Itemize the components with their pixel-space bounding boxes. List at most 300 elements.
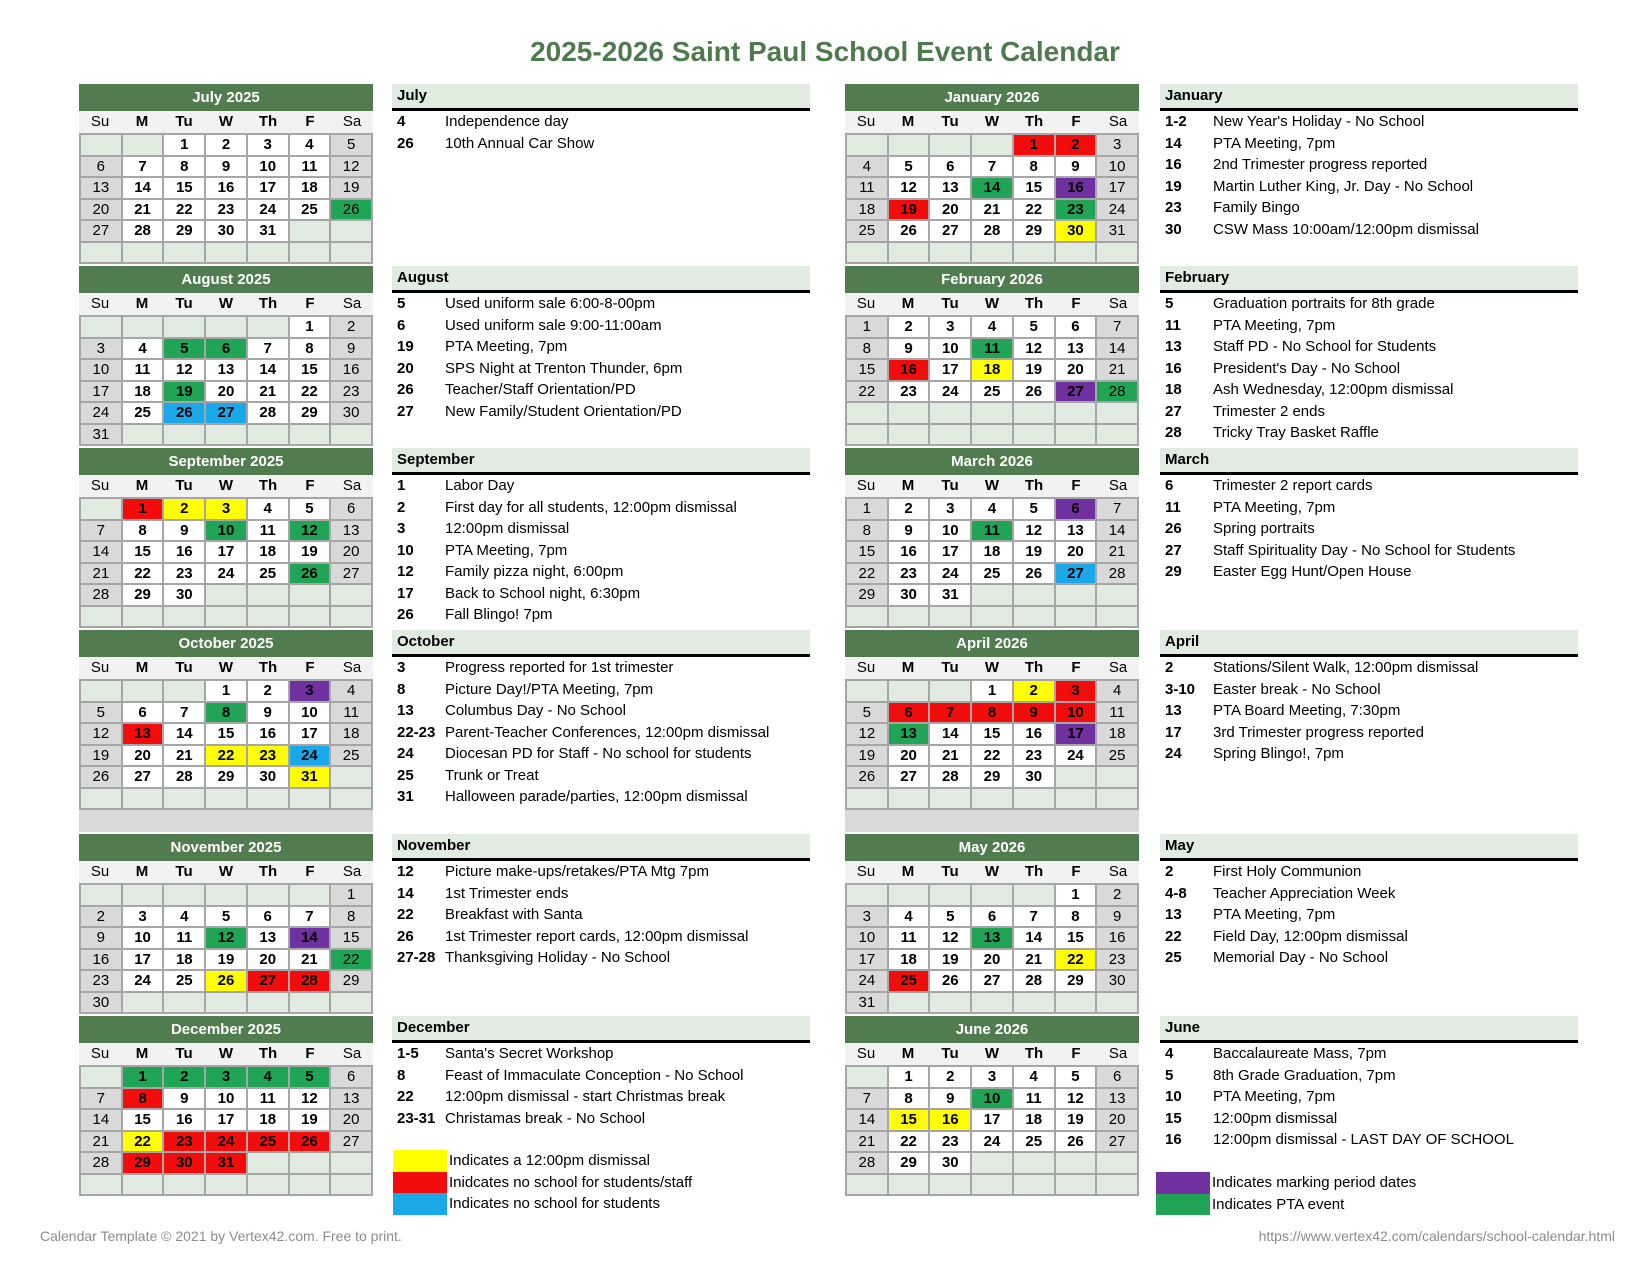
day-cell[interactable]: 15 (164, 178, 204, 198)
day-cell[interactable]: 24 (123, 971, 163, 991)
day-cell-yellow[interactable]: 18 (972, 360, 1012, 380)
day-cell[interactable] (972, 993, 1012, 1013)
day-cell[interactable]: 28 (248, 403, 288, 423)
day-cell[interactable] (1014, 243, 1054, 263)
day-cell[interactable] (1014, 1153, 1054, 1173)
day-cell[interactable]: 25 (972, 382, 1012, 402)
day-cell[interactable]: 2 (331, 317, 371, 337)
day-cell[interactable]: 3 (930, 499, 970, 519)
day-cell[interactable]: 7 (1097, 317, 1137, 337)
day-cell-green[interactable]: 26 (290, 564, 330, 584)
day-cell[interactable]: 3 (847, 907, 887, 927)
day-cell[interactable]: 13 (206, 360, 246, 380)
day-cell[interactable]: 2 (930, 1067, 970, 1087)
day-cell[interactable] (930, 993, 970, 1013)
day-cell-yellow[interactable]: 31 (290, 767, 330, 787)
day-cell[interactable] (164, 317, 204, 337)
day-cell-green[interactable]: 12 (290, 521, 330, 541)
day-cell[interactable]: 17 (290, 724, 330, 744)
day-cell-green[interactable]: 10 (206, 521, 246, 541)
day-cell[interactable]: 2 (889, 317, 929, 337)
day-cell[interactable]: 5 (1056, 1067, 1096, 1087)
day-cell[interactable]: 25 (123, 403, 163, 423)
day-cell[interactable]: 6 (1056, 317, 1096, 337)
day-cell-blue[interactable]: 24 (290, 746, 330, 766)
day-cell[interactable]: 18 (248, 1110, 288, 1130)
day-cell[interactable]: 6 (331, 499, 371, 519)
day-cell[interactable] (81, 135, 121, 155)
day-cell[interactable]: 13 (1097, 1089, 1137, 1109)
day-cell[interactable]: 21 (81, 1132, 121, 1152)
day-cell[interactable]: 20 (123, 746, 163, 766)
day-cell[interactable] (331, 221, 371, 241)
day-cell-red[interactable]: 10 (1056, 703, 1096, 723)
day-cell[interactable]: 2 (248, 681, 288, 701)
day-cell[interactable]: 23 (331, 382, 371, 402)
day-cell[interactable]: 17 (206, 542, 246, 562)
day-cell[interactable]: 21 (930, 746, 970, 766)
day-cell[interactable]: 14 (123, 178, 163, 198)
day-cell[interactable]: 4 (248, 499, 288, 519)
day-cell[interactable]: 28 (81, 585, 121, 605)
day-cell-red[interactable]: 2 (1056, 135, 1096, 155)
day-cell[interactable]: 18 (123, 382, 163, 402)
day-cell[interactable]: 4 (164, 907, 204, 927)
day-cell[interactable]: 10 (123, 928, 163, 948)
day-cell[interactable]: 8 (847, 521, 887, 541)
day-cell[interactable] (1056, 993, 1096, 1013)
day-cell[interactable]: 16 (1014, 724, 1054, 744)
day-cell[interactable]: 16 (1097, 928, 1137, 948)
day-cell[interactable]: 31 (847, 993, 887, 1013)
day-cell[interactable]: 24 (847, 971, 887, 991)
day-cell[interactable]: 26 (1014, 382, 1054, 402)
day-cell[interactable]: 30 (81, 993, 121, 1013)
day-cell[interactable] (164, 681, 204, 701)
day-cell[interactable] (164, 607, 204, 627)
day-cell[interactable]: 30 (930, 1153, 970, 1173)
day-cell-purple[interactable]: 27 (1056, 382, 1096, 402)
day-cell[interactable]: 18 (248, 542, 288, 562)
day-cell[interactable]: 14 (847, 1110, 887, 1130)
day-cell[interactable] (847, 607, 887, 627)
day-cell[interactable]: 4 (889, 907, 929, 927)
day-cell-yellow[interactable]: 15 (889, 1110, 929, 1130)
day-cell[interactable]: 20 (331, 1110, 371, 1130)
day-cell[interactable]: 12 (1014, 521, 1054, 541)
day-cell[interactable]: 5 (930, 907, 970, 927)
day-cell[interactable]: 13 (331, 521, 371, 541)
day-cell[interactable]: 16 (164, 1110, 204, 1130)
day-cell[interactable] (331, 243, 371, 263)
day-cell[interactable] (206, 585, 246, 605)
day-cell[interactable]: 21 (1014, 950, 1054, 970)
day-cell[interactable]: 18 (972, 542, 1012, 562)
day-cell[interactable]: 9 (81, 928, 121, 948)
day-cell[interactable] (1014, 403, 1054, 423)
day-cell[interactable] (972, 1175, 1012, 1195)
day-cell-green[interactable]: 10 (972, 1089, 1012, 1109)
day-cell[interactable]: 28 (123, 221, 163, 241)
day-cell[interactable] (847, 885, 887, 905)
day-cell[interactable]: 27 (889, 767, 929, 787)
day-cell[interactable]: 18 (1097, 724, 1137, 744)
day-cell[interactable]: 3 (930, 317, 970, 337)
day-cell[interactable] (206, 993, 246, 1013)
day-cell[interactable]: 5 (847, 703, 887, 723)
day-cell[interactable]: 26 (81, 767, 121, 787)
day-cell-yellow[interactable]: 22 (1056, 950, 1096, 970)
day-cell[interactable]: 28 (930, 767, 970, 787)
day-cell[interactable]: 21 (248, 382, 288, 402)
day-cell[interactable]: 1 (847, 499, 887, 519)
day-cell[interactable] (248, 585, 288, 605)
day-cell-yellow[interactable]: 22 (206, 746, 246, 766)
day-cell[interactable]: 25 (1097, 746, 1137, 766)
day-cell[interactable] (889, 425, 929, 445)
day-cell[interactable] (1056, 585, 1096, 605)
day-cell[interactable]: 12 (1014, 339, 1054, 359)
day-cell[interactable] (248, 1153, 288, 1173)
day-cell[interactable] (248, 607, 288, 627)
day-cell[interactable]: 3 (81, 339, 121, 359)
day-cell[interactable]: 7 (290, 907, 330, 927)
day-cell[interactable]: 24 (930, 564, 970, 584)
day-cell-red[interactable]: 28 (290, 971, 330, 991)
day-cell[interactable]: 18 (290, 178, 330, 198)
day-cell[interactable] (930, 135, 970, 155)
day-cell[interactable]: 25 (248, 564, 288, 584)
day-cell[interactable]: 9 (1097, 907, 1137, 927)
day-cell[interactable]: 9 (206, 157, 246, 177)
day-cell[interactable]: 10 (1097, 157, 1137, 177)
day-cell[interactable]: 12 (847, 724, 887, 744)
day-cell[interactable]: 21 (164, 746, 204, 766)
day-cell[interactable]: 8 (123, 521, 163, 541)
day-cell[interactable]: 6 (930, 157, 970, 177)
day-cell[interactable]: 27 (123, 767, 163, 787)
day-cell[interactable]: 25 (290, 200, 330, 220)
day-cell[interactable] (930, 1175, 970, 1195)
day-cell[interactable] (1014, 585, 1054, 605)
day-cell[interactable]: 5 (1014, 499, 1054, 519)
day-cell[interactable]: 16 (206, 178, 246, 198)
day-cell[interactable]: 15 (290, 360, 330, 380)
day-cell[interactable] (81, 243, 121, 263)
day-cell[interactable] (81, 885, 121, 905)
day-cell[interactable]: 5 (331, 135, 371, 155)
day-cell[interactable]: 20 (81, 200, 121, 220)
day-cell[interactable] (290, 585, 330, 605)
day-cell[interactable]: 1 (847, 317, 887, 337)
day-cell[interactable] (331, 993, 371, 1013)
day-cell[interactable]: 15 (847, 360, 887, 380)
day-cell[interactable]: 29 (290, 403, 330, 423)
day-cell-red[interactable]: 29 (123, 1153, 163, 1173)
day-cell-green[interactable]: 8 (206, 703, 246, 723)
day-cell-green[interactable]: 28 (1097, 382, 1137, 402)
day-cell[interactable] (123, 1175, 163, 1195)
day-cell[interactable]: 14 (81, 1110, 121, 1130)
day-cell[interactable]: 25 (847, 221, 887, 241)
day-cell[interactable]: 18 (847, 200, 887, 220)
day-cell[interactable]: 7 (164, 703, 204, 723)
day-cell[interactable]: 11 (123, 360, 163, 380)
day-cell-green[interactable]: 22 (331, 950, 371, 970)
day-cell-yellow[interactable]: 23 (248, 746, 288, 766)
day-cell-green[interactable]: 13 (972, 928, 1012, 948)
day-cell[interactable] (331, 789, 371, 809)
day-cell[interactable]: 27 (972, 971, 1012, 991)
day-cell[interactable]: 22 (847, 382, 887, 402)
day-cell[interactable] (889, 135, 929, 155)
day-cell[interactable]: 15 (206, 724, 246, 744)
day-cell[interactable] (123, 993, 163, 1013)
day-cell[interactable]: 11 (248, 521, 288, 541)
day-cell-yellow[interactable]: 2 (164, 499, 204, 519)
day-cell[interactable]: 23 (164, 564, 204, 584)
day-cell[interactable] (889, 885, 929, 905)
day-cell[interactable]: 1 (206, 681, 246, 701)
day-cell[interactable]: 13 (930, 178, 970, 198)
day-cell[interactable]: 2 (81, 907, 121, 927)
day-cell[interactable]: 30 (1014, 767, 1054, 787)
day-cell[interactable] (972, 425, 1012, 445)
day-cell[interactable]: 8 (331, 907, 371, 927)
day-cell[interactable] (1056, 403, 1096, 423)
day-cell[interactable] (1097, 607, 1137, 627)
day-cell[interactable]: 29 (1014, 221, 1054, 241)
day-cell[interactable] (248, 993, 288, 1013)
day-cell-red[interactable]: 1 (123, 499, 163, 519)
day-cell[interactable]: 15 (972, 724, 1012, 744)
day-cell[interactable] (248, 425, 288, 445)
day-cell-red[interactable]: 26 (290, 1132, 330, 1152)
day-cell[interactable]: 31 (930, 585, 970, 605)
day-cell[interactable] (331, 1175, 371, 1195)
day-cell-green[interactable]: 2 (164, 1067, 204, 1087)
day-cell-blue[interactable]: 27 (206, 403, 246, 423)
day-cell[interactable] (81, 1067, 121, 1087)
day-cell[interactable] (331, 1153, 371, 1173)
day-cell[interactable]: 9 (331, 339, 371, 359)
day-cell-green[interactable]: 26 (331, 200, 371, 220)
day-cell[interactable] (290, 607, 330, 627)
day-cell[interactable]: 19 (930, 950, 970, 970)
day-cell-green[interactable]: 6 (206, 339, 246, 359)
day-cell[interactable]: 29 (206, 767, 246, 787)
day-cell[interactable]: 19 (290, 542, 330, 562)
day-cell-red[interactable]: 30 (164, 1153, 204, 1173)
day-cell[interactable] (206, 885, 246, 905)
day-cell[interactable] (889, 607, 929, 627)
day-cell[interactable] (1097, 767, 1137, 787)
day-cell[interactable]: 1 (331, 885, 371, 905)
day-cell[interactable] (331, 425, 371, 445)
day-cell[interactable]: 14 (81, 542, 121, 562)
day-cell-red[interactable]: 9 (1014, 703, 1054, 723)
day-cell[interactable]: 20 (930, 200, 970, 220)
day-cell[interactable] (206, 425, 246, 445)
day-cell[interactable]: 5 (81, 703, 121, 723)
day-cell[interactable]: 7 (847, 1089, 887, 1109)
day-cell[interactable]: 4 (1014, 1067, 1054, 1087)
day-cell[interactable]: 12 (164, 360, 204, 380)
day-cell[interactable]: 14 (164, 724, 204, 744)
day-cell[interactable]: 29 (123, 585, 163, 605)
day-cell[interactable]: 21 (1097, 542, 1137, 562)
day-cell[interactable]: 4 (123, 339, 163, 359)
day-cell[interactable] (1056, 243, 1096, 263)
day-cell[interactable]: 7 (81, 1089, 121, 1109)
day-cell[interactable]: 10 (930, 521, 970, 541)
day-cell-green[interactable]: 11 (972, 521, 1012, 541)
day-cell[interactable] (1014, 607, 1054, 627)
day-cell-yellow[interactable]: 30 (1056, 221, 1096, 241)
day-cell[interactable]: 27 (331, 564, 371, 584)
day-cell[interactable]: 2 (1097, 885, 1137, 905)
day-cell[interactable]: 9 (164, 521, 204, 541)
day-cell[interactable]: 5 (889, 157, 929, 177)
day-cell[interactable]: 20 (1097, 1110, 1137, 1130)
day-cell[interactable]: 15 (847, 542, 887, 562)
day-cell[interactable]: 16 (81, 950, 121, 970)
day-cell[interactable]: 6 (123, 703, 163, 723)
day-cell[interactable]: 27 (1097, 1132, 1137, 1152)
day-cell[interactable]: 23 (889, 564, 929, 584)
day-cell[interactable]: 28 (1014, 971, 1054, 991)
day-cell[interactable]: 22 (847, 564, 887, 584)
day-cell-green[interactable]: 3 (206, 1067, 246, 1087)
day-cell[interactable]: 26 (1014, 564, 1054, 584)
day-cell[interactable]: 7 (972, 157, 1012, 177)
day-cell[interactable]: 17 (81, 382, 121, 402)
day-cell[interactable]: 11 (889, 928, 929, 948)
day-cell-green[interactable]: 12 (206, 928, 246, 948)
day-cell[interactable]: 5 (290, 499, 330, 519)
day-cell[interactable]: 5 (1014, 317, 1054, 337)
day-cell[interactable]: 4 (331, 681, 371, 701)
day-cell[interactable]: 10 (248, 157, 288, 177)
day-cell[interactable] (1097, 993, 1137, 1013)
day-cell[interactable] (972, 135, 1012, 155)
day-cell[interactable] (1014, 993, 1054, 1013)
day-cell[interactable]: 28 (972, 221, 1012, 241)
day-cell-purple[interactable]: 6 (1056, 499, 1096, 519)
day-cell[interactable] (930, 403, 970, 423)
day-cell[interactable] (930, 243, 970, 263)
day-cell[interactable] (248, 789, 288, 809)
day-cell[interactable]: 17 (123, 950, 163, 970)
day-cell[interactable] (123, 425, 163, 445)
day-cell[interactable]: 17 (930, 542, 970, 562)
day-cell[interactable]: 2 (206, 135, 246, 155)
day-cell[interactable]: 9 (889, 521, 929, 541)
day-cell[interactable] (123, 885, 163, 905)
day-cell[interactable]: 13 (81, 178, 121, 198)
day-cell[interactable]: 7 (1097, 499, 1137, 519)
day-cell[interactable] (290, 1153, 330, 1173)
day-cell[interactable]: 21 (847, 1132, 887, 1152)
day-cell[interactable]: 3 (123, 907, 163, 927)
day-cell[interactable]: 23 (889, 382, 929, 402)
day-cell[interactable] (930, 681, 970, 701)
day-cell[interactable]: 25 (1014, 1132, 1054, 1152)
day-cell[interactable] (206, 317, 246, 337)
day-cell[interactable]: 21 (1097, 360, 1137, 380)
day-cell[interactable]: 3 (248, 135, 288, 155)
day-cell[interactable]: 4 (972, 317, 1012, 337)
day-cell-red[interactable]: 7 (930, 703, 970, 723)
day-cell[interactable]: 20 (206, 382, 246, 402)
day-cell[interactable]: 29 (331, 971, 371, 991)
day-cell[interactable]: 24 (1056, 746, 1096, 766)
day-cell-yellow[interactable]: 3 (206, 499, 246, 519)
day-cell[interactable]: 21 (81, 564, 121, 584)
day-cell[interactable] (248, 1175, 288, 1195)
day-cell[interactable]: 17 (847, 950, 887, 970)
day-cell-red[interactable]: 25 (248, 1132, 288, 1152)
day-cell[interactable] (1014, 425, 1054, 445)
day-cell[interactable]: 29 (164, 221, 204, 241)
day-cell[interactable]: 19 (81, 746, 121, 766)
day-cell[interactable]: 4 (972, 499, 1012, 519)
day-cell[interactable]: 28 (847, 1153, 887, 1173)
day-cell[interactable] (290, 1175, 330, 1195)
day-cell[interactable]: 15 (1056, 928, 1096, 948)
day-cell[interactable]: 24 (81, 403, 121, 423)
day-cell[interactable] (889, 1175, 929, 1195)
day-cell[interactable]: 15 (1014, 178, 1054, 198)
day-cell-yellow[interactable]: 22 (123, 1132, 163, 1152)
day-cell[interactable]: 11 (1014, 1089, 1054, 1109)
day-cell[interactable]: 19 (847, 746, 887, 766)
day-cell[interactable]: 30 (889, 585, 929, 605)
day-cell[interactable]: 17 (930, 360, 970, 380)
day-cell[interactable] (164, 993, 204, 1013)
day-cell-red[interactable]: 6 (889, 703, 929, 723)
day-cell-red[interactable]: 19 (889, 200, 929, 220)
day-cell[interactable]: 25 (331, 746, 371, 766)
day-cell[interactable]: 14 (248, 360, 288, 380)
day-cell[interactable]: 10 (81, 360, 121, 380)
day-cell[interactable] (331, 585, 371, 605)
day-cell[interactable]: 6 (1097, 1067, 1137, 1087)
day-cell[interactable]: 20 (248, 950, 288, 970)
day-cell[interactable]: 16 (248, 724, 288, 744)
day-cell[interactable]: 24 (930, 382, 970, 402)
day-cell-green[interactable]: 5 (164, 339, 204, 359)
day-cell[interactable]: 15 (331, 928, 371, 948)
day-cell[interactable] (972, 1153, 1012, 1173)
day-cell[interactable]: 11 (164, 928, 204, 948)
day-cell[interactable]: 24 (248, 200, 288, 220)
day-cell[interactable]: 20 (331, 542, 371, 562)
day-cell[interactable]: 1 (972, 681, 1012, 701)
day-cell[interactable]: 14 (1097, 521, 1137, 541)
day-cell[interactable] (847, 681, 887, 701)
day-cell[interactable]: 4 (1097, 681, 1137, 701)
day-cell[interactable]: 4 (290, 135, 330, 155)
day-cell[interactable] (123, 243, 163, 263)
day-cell-red[interactable]: 31 (206, 1153, 246, 1173)
day-cell[interactable]: 12 (1056, 1089, 1096, 1109)
day-cell[interactable] (164, 1175, 204, 1195)
day-cell[interactable]: 10 (206, 1089, 246, 1109)
day-cell[interactable]: 8 (847, 339, 887, 359)
day-cell[interactable] (1014, 789, 1054, 809)
day-cell-green[interactable]: 4 (248, 1067, 288, 1087)
